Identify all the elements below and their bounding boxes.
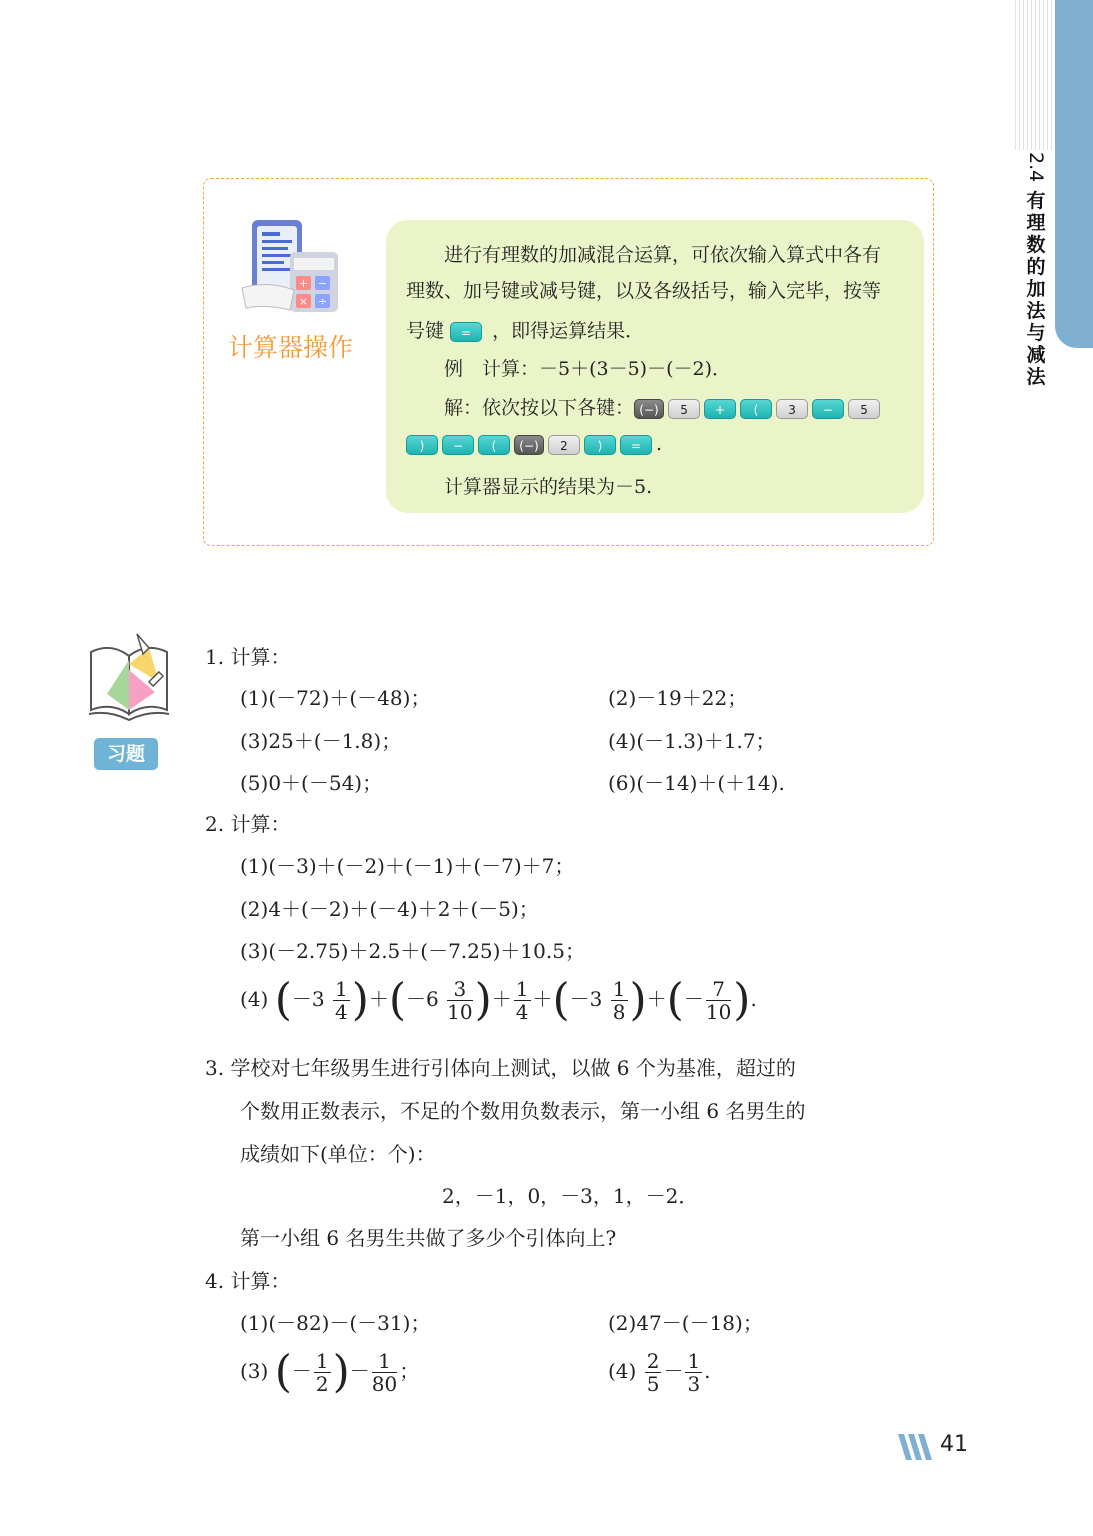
svg-text:+: +: [298, 277, 309, 290]
q2-item-3: (3)(－2.75)＋2.5＋(－7.25)＋10.5；: [240, 939, 585, 963]
exercise-badge: 习题: [94, 738, 158, 770]
q2-item-4: (4) (－3 $\frac{1}{4}$ )＋(－6 $\frac{3}{10}$ )＋ $\frac{1}{4}$ ＋(－3 $\frac{1}{8}$ )＋(－ $\frac{7}{10}$ ).: [240, 974, 757, 1026]
fraction-c: $\frac{1}{4}$: [515, 977, 529, 1024]
row2-key-5: 2: [548, 435, 580, 455]
q3-data: 2，－1，0，－3，1，－2．: [442, 1184, 699, 1208]
section-title-char: 理: [1026, 212, 1046, 235]
calc-example-line: 例 计算：－5＋(3－5)－(－2)．: [444, 358, 732, 380]
row2-key-1: ): [406, 435, 438, 455]
side-decoration-lines: [1015, 0, 1055, 150]
calc-line-3-post: ，即得运算结果．: [492, 320, 645, 342]
row1-key-5: 3: [776, 399, 808, 419]
chapter-side-tab: [1055, 0, 1093, 348]
q4-item-3: (3) (－ $\frac{1}{2}$ )－ $\frac{1}{80}$ ；: [240, 1346, 420, 1398]
term-a-whole: －3: [291, 987, 325, 1011]
section-title-char: 法: [1026, 300, 1046, 323]
row1-key-4: (: [740, 399, 772, 419]
svg-text:÷: ÷: [317, 295, 328, 308]
row1-key-2: 5: [668, 399, 700, 419]
row2-key-2: −: [442, 435, 474, 455]
key-sequence-end: .: [656, 433, 663, 455]
q3-question: 第一小组 6 名男生共做了多少个引体向上?: [240, 1226, 617, 1250]
section-title-char: 数: [1026, 234, 1046, 257]
q1-item-4: (4)(－1.3)＋1.7；: [608, 729, 776, 753]
section-title-char: 法: [1026, 366, 1046, 389]
calc-line-2: 理数、加号键或减号键，以及各级括号，输入完毕，按等: [406, 280, 882, 302]
svg-text:×: ×: [298, 295, 309, 308]
page-number-decoration-icon: [896, 1434, 936, 1460]
fraction-b: $\frac{3}{10}$: [447, 977, 473, 1024]
q2-title: 2. 计算：: [205, 812, 291, 836]
row1-key-3: +: [704, 399, 736, 419]
row1-key-6: −: [812, 399, 844, 419]
fraction-e: $\frac{7}{10}$: [705, 977, 732, 1024]
row1-key-7: 5: [848, 399, 880, 419]
chapter-side-label: [1018, 152, 1054, 388]
calc-solution-pre: 解：依次按以下各键：: [444, 397, 635, 419]
q1-item-6: (6)(－14)＋(＋14).: [608, 771, 785, 795]
calc-line-1: 进行有理数的加减混合运算，可依次输入算式中各有: [444, 244, 882, 266]
q1-item-3: (3)25＋(－1.8)；: [240, 729, 402, 753]
open-book-icon: [85, 630, 173, 722]
fraction-a: $\frac{1}{4}$: [334, 977, 348, 1024]
row2-key-6: ): [584, 435, 616, 455]
calculator-operation-label: 计算器操作: [228, 333, 354, 362]
section-title-char: 与: [1026, 322, 1046, 345]
key-sequence-row-2: [406, 433, 656, 455]
fraction-q4-4a: $\frac{2}{5}$: [646, 1349, 660, 1396]
section-title-char: 减: [1026, 344, 1046, 367]
row1-key-1: (−): [634, 399, 664, 419]
term-b-whole: －6: [406, 987, 439, 1011]
fraction-q4-3b: $\frac{1}{80}$: [371, 1349, 398, 1396]
section-title: [1018, 190, 1054, 388]
fraction-d: $\frac{1}{8}$: [612, 977, 626, 1024]
q2-item-2: (2)4＋(－2)＋(－4)＋2＋(－5)；: [240, 897, 539, 921]
section-title-char: 加: [1026, 278, 1046, 301]
section-title-char: 有: [1026, 190, 1046, 213]
q1-title: 1. 计算：: [205, 645, 291, 669]
q3-line-3: 成绩如下(单位：个)：: [240, 1142, 436, 1166]
q4-item-2: (2)47－(－18)；: [608, 1311, 763, 1335]
row2-key-4: (−): [514, 435, 544, 455]
row2-key-7: =: [620, 435, 652, 455]
calc-solution-line: [444, 393, 884, 420]
q3-line-2: 个数用正数表示，不足的个数用负数表示，第一小组 6 名男生的: [240, 1099, 806, 1123]
q3-line-1: 3. 学校对七年级男生进行引体向上测试，以做 6 个为基准，超过的: [205, 1056, 796, 1080]
term-d-whole: －3: [569, 987, 603, 1011]
q1-item-5: (5)0＋(－54)；: [240, 771, 383, 795]
page-number: 41: [940, 1432, 968, 1457]
q4-title: 4. 计算：: [205, 1269, 291, 1293]
section-title-char: 的: [1026, 256, 1046, 279]
key-sequence-line-2: [406, 433, 662, 455]
q1-item-1: (1)(－72)＋(－48)；: [240, 686, 431, 710]
q4-item-1: (1)(－82)－(－31)；: [240, 1311, 431, 1335]
q1-item-2: (2)－19＋22；: [608, 686, 748, 710]
calculator-document-icon: [238, 218, 348, 318]
section-number: 2.4: [1025, 152, 1047, 183]
svg-text:−: −: [317, 277, 328, 290]
calc-line-3-pre: 号键: [406, 320, 445, 342]
equals-key: =: [450, 322, 482, 342]
calc-result-line: 计算器显示的结果为－5.: [444, 476, 653, 498]
fraction-q4-3a: $\frac{1}{2}$: [315, 1349, 329, 1396]
q4-item-4: (4) $\frac{2}{5}$ － $\frac{1}{3}$ .: [608, 1349, 711, 1396]
q2-item-1: (1)(－3)＋(－2)＋(－1)＋(－7)＋7；: [240, 854, 575, 878]
q2-item-4-label: (4): [240, 987, 269, 1011]
row2-key-3: (: [478, 435, 510, 455]
key-sequence-row-1: [634, 397, 884, 419]
calc-line-3: [406, 316, 644, 343]
fraction-q4-4b: $\frac{1}{3}$: [687, 1349, 701, 1396]
